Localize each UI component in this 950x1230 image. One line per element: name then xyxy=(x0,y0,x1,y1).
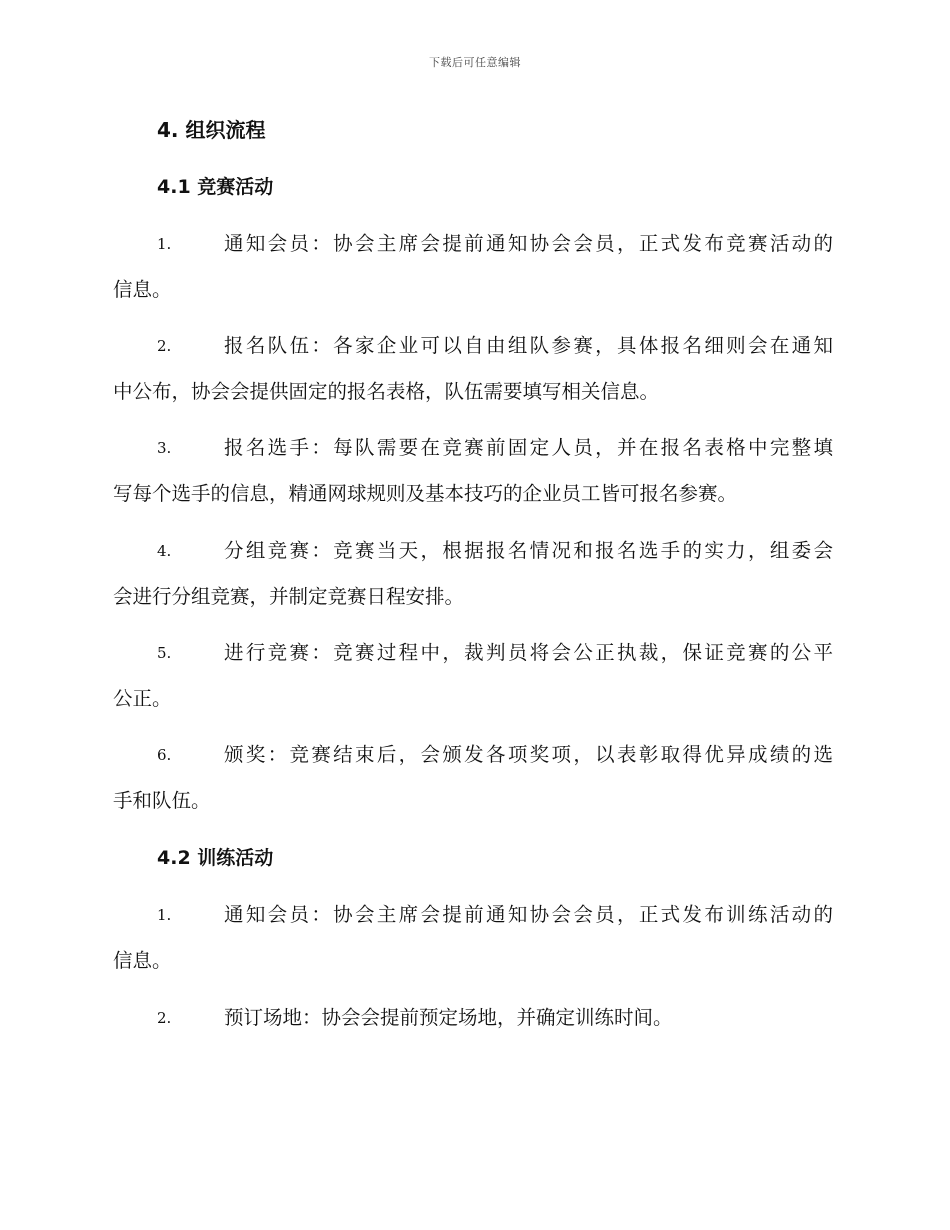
page-header: 下载后可任意编辑 xyxy=(429,56,521,69)
subsection-heading-4-1: 4.1 竞赛活动 xyxy=(157,176,274,198)
list-item-number: 2. xyxy=(157,337,172,355)
list-item-text-continued: 会进行分组竞赛，并制定竞赛日程安排。 xyxy=(113,585,465,608)
list-item xyxy=(113,630,833,722)
list-item xyxy=(113,528,833,620)
list-item-text-continued: 信息。 xyxy=(113,278,172,301)
list-item-number: 4. xyxy=(157,542,172,560)
list-item-number: 1. xyxy=(157,235,172,253)
list-item-text: 通知会员：协会主席会提前通知协会会员，正式发布训练活动的 xyxy=(224,903,833,926)
list-item-text: 预订场地：协会会提前预定场地，并确定训练时间。 xyxy=(224,1006,673,1029)
list-item xyxy=(113,995,833,1041)
list-item-text-continued: 公正。 xyxy=(113,687,172,710)
list-item-text: 通知会员：协会主席会提前通知协会会员，正式发布竞赛活动的 xyxy=(224,232,833,255)
list-item-text-continued: 中公布，协会会提供固定的报名表格，队伍需要填写相关信息。 xyxy=(113,380,660,403)
list-item-text-continued: 手和队伍。 xyxy=(113,789,211,812)
list-item-text: 进行竞赛：竞赛过程中，裁判员将会公正执裁，保证竞赛的公平 xyxy=(224,641,833,664)
list-item-number: 6. xyxy=(157,746,172,764)
list-item-text: 分组竞赛：竞赛当天，根据报名情况和报名选手的实力，组委会 xyxy=(224,539,833,562)
subsection-heading-4-2: 4.2 训练活动 xyxy=(157,847,274,869)
list-item-number: 5. xyxy=(157,644,172,662)
list-item xyxy=(113,732,833,824)
list-item-text: 颁奖：竞赛结束后，会颁发各项奖项，以表彰取得优异成绩的选 xyxy=(224,743,833,766)
list-item xyxy=(113,425,833,517)
list-item-number: 2. xyxy=(157,1009,172,1027)
list-item xyxy=(113,221,833,313)
list-item-number: 3. xyxy=(157,439,172,457)
list-item-text-continued: 信息。 xyxy=(113,949,172,972)
list-item-text: 报名选手：每队需要在竞赛前固定人员，并在报名表格中完整填 xyxy=(224,436,833,459)
section-heading-4: 4. 组织流程 xyxy=(157,118,266,142)
list-item xyxy=(113,323,833,415)
list-item-number: 1. xyxy=(157,906,172,924)
list-item-text: 报名队伍：各家企业可以自由组队参赛，具体报名细则会在通知 xyxy=(224,334,833,357)
list-item xyxy=(113,892,833,984)
list-item-text-continued: 写每个选手的信息，精通网球规则及基本技巧的企业员工皆可报名参赛。 xyxy=(113,482,738,505)
